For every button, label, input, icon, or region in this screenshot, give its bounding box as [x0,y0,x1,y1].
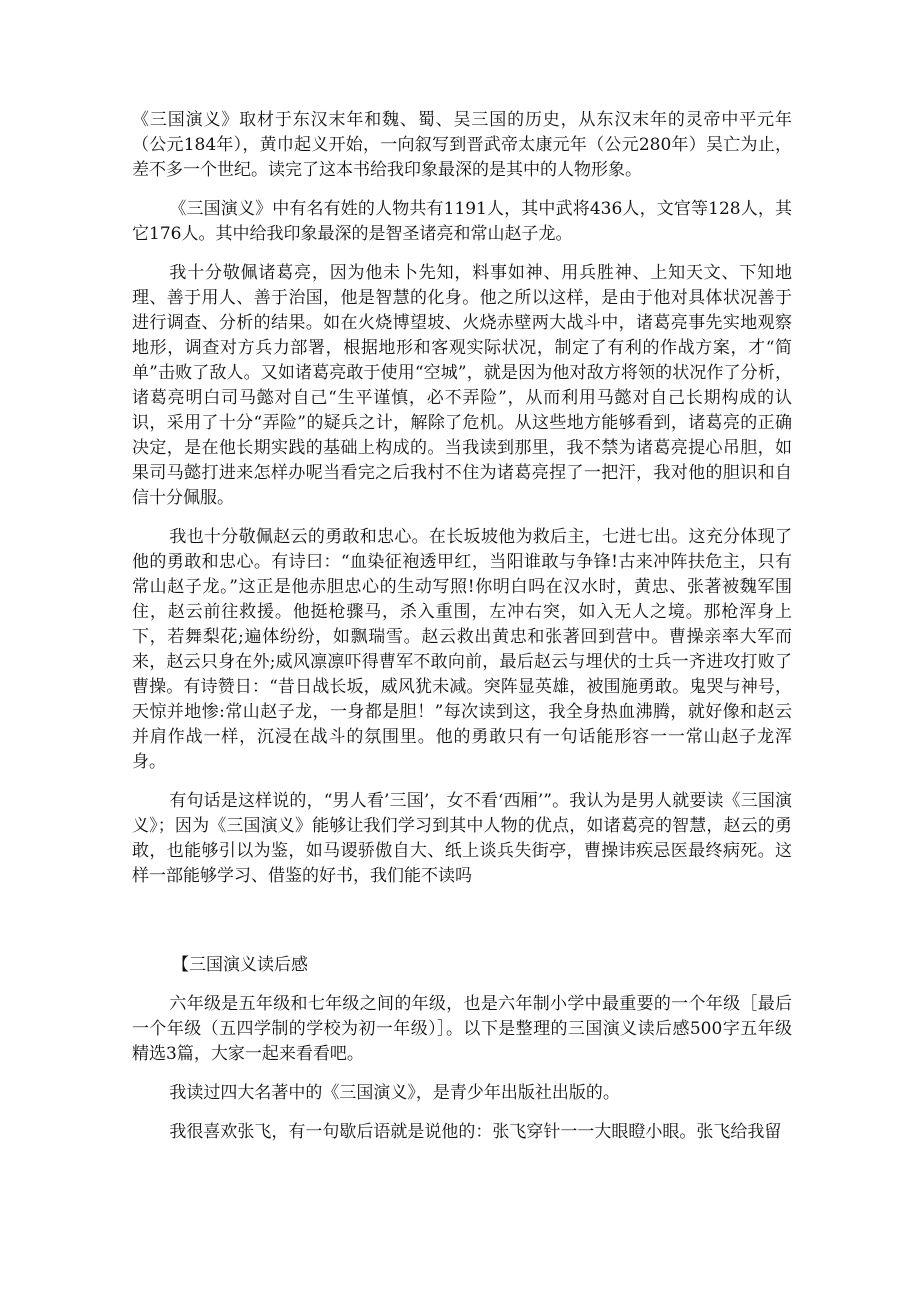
paragraph-gap [132,247,792,261]
paragraph-gap [132,775,792,789]
paragraph-zhao-yun: 我也十分敬佩赵云的勇敢和忠心。在长坂坡他为救后主，七进七出。这充分体现了他的勇敢和忠心。有诗曰：“血染征袍透甲红，当阳谁敢与争锋!古来冲阵扶危主，只有常山赵子龙。”这正是他赤胆忠心的生动写照!你明白吗在汉水时，黄忠、张著被魏军围住，赵云前往救援。他挺枪骤马，杀入重围，左冲右突，如入无人之境。那枪浑身上下，若舞梨花;遍体纷纷，如飘瑞雪。赵云救出黄忠和张著回到营中。曹操亲率大军而来，赵云只身在外;威风凛凛吓得曹军不敢向前，最后赵云与埋伏的士兵一齐进攻打败了曹操。有诗赞日：“昔日战长坂，威风犹未减。突阵显英雄，被围施勇敢。鬼哭与神号，天惊并地惨:常山赵子龙，一身都是胆！”每次读到这，我全身热血沸腾，就好像和赵云并肩作战一样，沉浸在战斗的氛围里。他的勇敢只有一句话能形容一一常山赵子龙浑身。 [132,527,792,772]
paragraph-read-book: 我读过四大名著中的《三国演义》，是青少年出版社出版的。 [169,1083,620,1103]
section-gap [132,889,792,953]
paragraph-zhuge-liang: 我十分敬佩诸葛亮，因为他未卜先知，料事如神、用兵胜神、上知天文、下知地理、善于用人、善于治国，他是智慧的化身。他之所以这样，是由于他对具体状况善于进行调查、分析的结果。如在火烧博望坡、火烧赤壁两大战斗中，诸葛亮事先实地观察地形，调查对方兵力部署，根据地形和客观实际状况，制定了有利的作战方案，才“简单”击败了敌人。又如诸葛亮敢于使用“空城”，就是因为他对敌方将领的状况作了分析，诸葛亮明白司马懿对自己“生平谨慎，必不弄险”，从而利用马懿对自己长期构成的认识，采用了十分“弄险”的疑兵之计，解除了危机。从这些地方能够看到，诸葛亮的正确决定，是在他长期实践的基础上构成的。当我读到那里，我不禁为诸葛亮提心吊胆，如果司马懿打进来怎样办呢当看完之后我村不住为诸葛亮捏了一把汗，我对他的胆识和自信十分佩服。 [132,263,792,508]
paragraph-gap [132,183,792,197]
paragraph-gap [132,1067,792,1081]
paragraph-intro: 《三国演义》取材于东汉末年和魏、蜀、吴三国的历史，从东汉末年的灵帝中平元年（公元184年），黄巾起义开始，一向叙写到晋武帝太康元年（公元280年）吴亡为止，差不多一个世纪。读完了这本书给我印象最深的是其中的人物形象。 [132,110,792,180]
paragraph-grade-six: 六年级是五年级和七年级之间的年级，也是六年制小学中最重要的一个年级［最后一个年级（五四学制的学校为初一年级）］。以下是整理的三国演义读后感500字五年级精选3篇，大家一起来看看吧。 [132,994,792,1064]
paragraph-gap [132,978,792,992]
section-heading: 【三国演义读后感 [172,955,308,975]
document-page [132,108,792,1145]
paragraph-zhang-fei: 我很喜欢张飞，有一句歇后语就是说他的：张飞穿针一一大眼瞪小眼。张飞给我留 [169,1122,782,1142]
paragraph-gap [132,1106,792,1120]
paragraph-character-counts: 《三国演义》中有名有姓的人物共有1191人，其中武将436人，文官等128人，其它176人。其中给我印象最深的是智圣诸亮和常山赵子龙。 [132,199,792,244]
paragraph-conclusion: 有句话是这样说的，“男人看’三国’，女不看‘西厢’”。我认为是男人就要读《三国演义》；因为《三国演义》能够让我们学习到其中人物的优点，如诸葛亮的智慧，赵云的勇敢，也能够引以为鉴，如马谡骄傲自大、纸上谈兵失街亭，曹操讳疾忌医最终病死。这样一部能够学习、借鉴的好书，我们能不读吗 [132,791,792,886]
paragraph-gap [132,511,792,525]
